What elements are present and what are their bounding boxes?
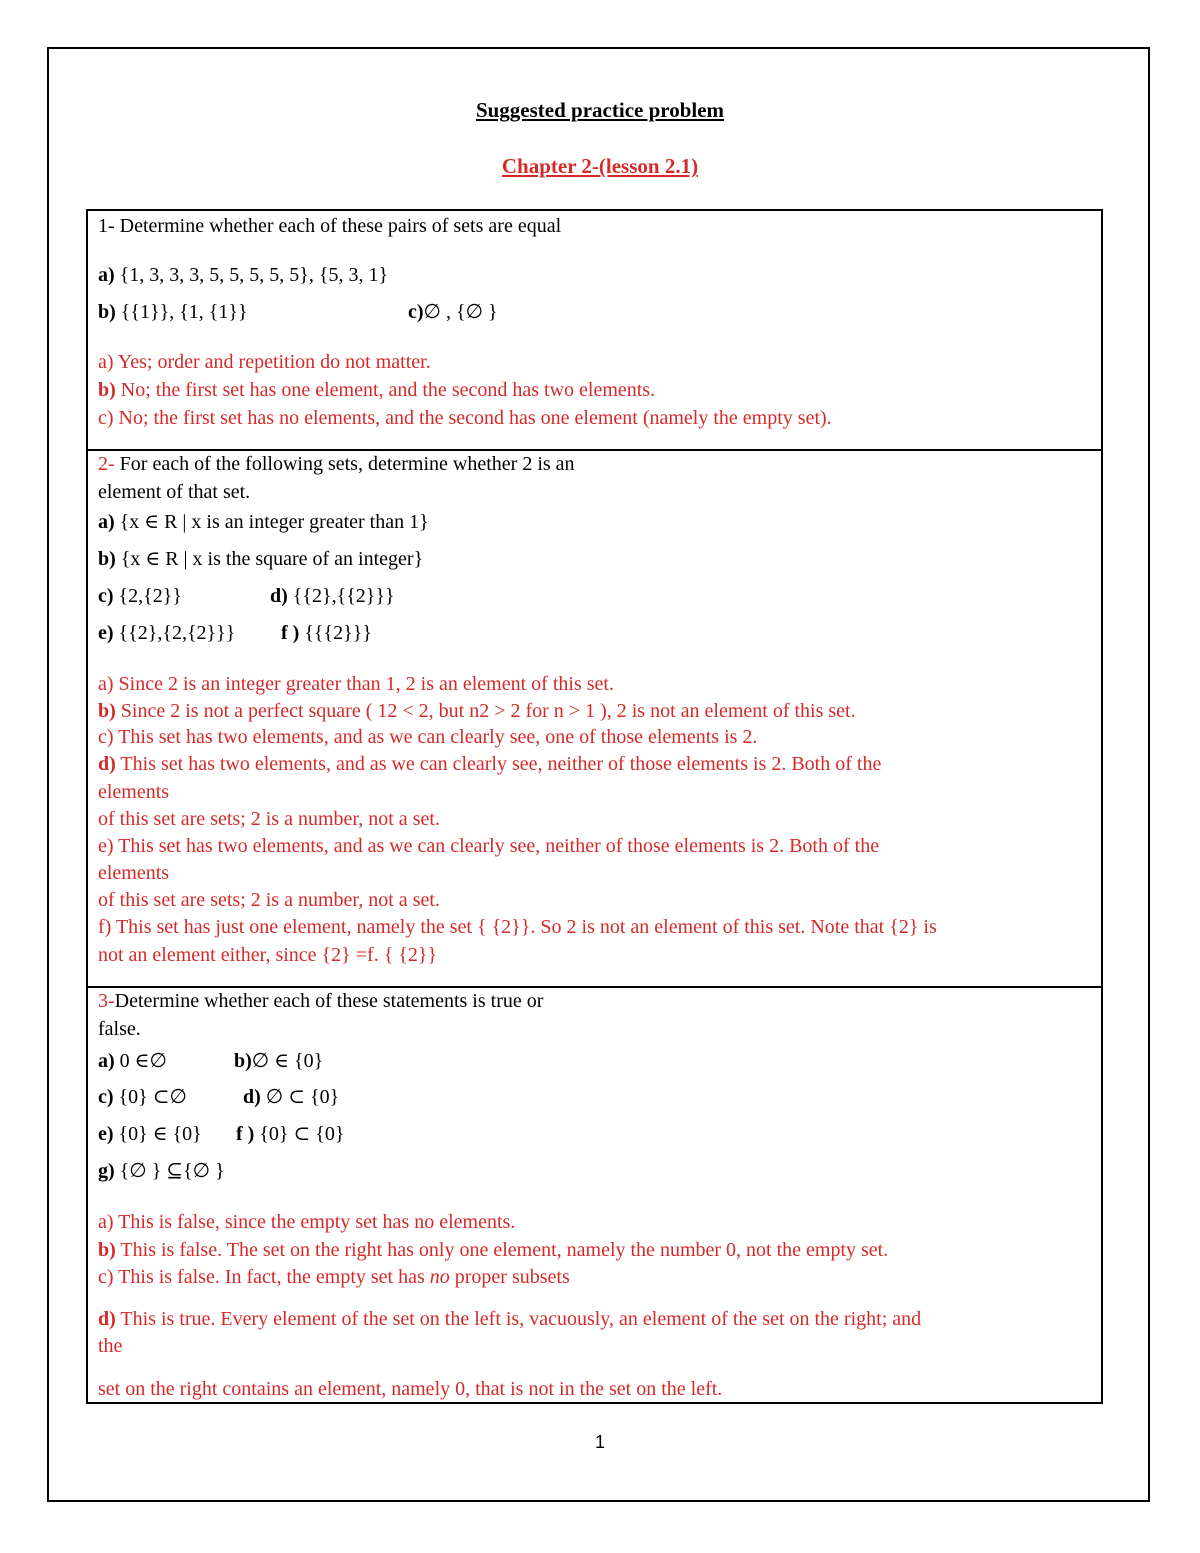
answer-text: No; the first set has one element, and the second has two elements.: [115, 379, 656, 401]
problem-3-answer-d-cont: the: [98, 1335, 123, 1357]
part-text: ∅ ∈ {0}: [251, 1050, 324, 1072]
problem-3-part-g: [98, 1161, 225, 1181]
problem-2-part-e: [98, 623, 235, 643]
problem-3-part-a: [98, 1051, 167, 1071]
part-label: g): [98, 1160, 115, 1182]
answer-text: This set has two elements, and as we can clearly see, neither of those elements is 2. Both of the: [115, 753, 882, 775]
problem-1-answer-b: [98, 380, 655, 400]
chapter-subtitle: Chapter 2-(lesson 2.1): [501, 154, 699, 178]
part-label: b): [98, 301, 116, 323]
answer-text: This is false. The set on the right has only one element, namely the number 0, not the empty set.: [115, 1239, 889, 1261]
problem-1-question: 1- Determine whether each of these pairs of sets are equal: [98, 215, 562, 237]
problem-2-answer-a: a) Since 2 is an integer greater than 1, 2 is an element of this set.: [98, 673, 614, 695]
page-number: 1: [594, 1432, 605, 1452]
problem-1-answer-c: c) No; the first set has no elements, and the second has one element (namely the empty set).: [98, 407, 832, 429]
problem-2-part-f: [281, 623, 372, 643]
part-text: {2,{2}}: [113, 585, 182, 607]
problem-1-part-c: [408, 302, 498, 322]
answer-text: Since 2 is not a perfect square ( 12 < 2, but n2 > 2 for n > 1 ), 2 is not an element of this set.: [115, 700, 856, 722]
problem-2-answer-d-cont: elements: [98, 781, 170, 803]
problem-2-question-cont: element of that set.: [98, 481, 251, 503]
part-text: {0} ∈ {0}: [113, 1123, 202, 1145]
problem-3-answer-d: [98, 1309, 921, 1329]
problem-3-cell: [88, 986, 1101, 1402]
answer-emphasis: no: [429, 1266, 450, 1288]
answer-text: c) This is false. In fact, the empty set has: [98, 1266, 430, 1288]
answer-label: d): [98, 753, 116, 775]
problem-2-answer-b: [98, 701, 856, 721]
part-text: {{1}}, {1, {1}}: [115, 301, 248, 323]
part-label: a): [98, 511, 115, 533]
answer-label: b): [98, 379, 116, 401]
part-label: c): [98, 585, 114, 607]
part-label: d): [270, 585, 288, 607]
problem-3-question: [98, 991, 543, 1011]
answer-label: b): [98, 700, 116, 722]
part-label: c): [98, 1086, 114, 1108]
part-label: b): [234, 1050, 252, 1072]
part-text: {1, 3, 3, 3, 5, 5, 5, 5, 5}, {5, 3, 1}: [114, 264, 389, 286]
part-label: c): [408, 301, 424, 323]
answer-label: b): [98, 1239, 116, 1261]
answer-text: proper subsets: [449, 1266, 570, 1288]
problem-2-answer-e: e) This set has two elements, and as we can clearly see, neither of those elements is 2. Both of the: [98, 835, 880, 857]
answer-label: d): [98, 1308, 116, 1330]
problem-3-part-e: [98, 1124, 202, 1144]
question-number: 2-: [98, 453, 115, 475]
part-text: {{{2}}}: [299, 622, 372, 644]
problem-2-answer-f: f) This set has just one element, namely the set { {2}}. So 2 is not an element of this set. Note that {2} is: [98, 916, 937, 938]
problem-3-part-d: [243, 1087, 339, 1107]
problem-3-part-c: [98, 1087, 187, 1107]
question-text: For each of the following sets, determine whether 2 is an: [114, 453, 575, 475]
answer-text: This is true. Every element of the set on the left is, vacuously, an element of the set on the right; and: [115, 1308, 922, 1330]
problem-2-answer-f-cont: not an element either, since {2} =f. { {2}}: [98, 944, 438, 966]
part-text: ∅ , {∅ }: [423, 301, 498, 323]
problem-3-answer-b: [98, 1240, 888, 1260]
problem-2-part-d: [270, 586, 395, 606]
part-text: ∅ ⊂ {0}: [260, 1086, 340, 1108]
problems-table: [86, 209, 1103, 1404]
part-label: f ): [281, 622, 300, 644]
question-text: Determine whether each of these statements is true or: [114, 990, 544, 1012]
problem-2-answer-c: c) This set has two elements, and as we can clearly see, one of those elements is 2.: [98, 726, 758, 748]
part-label: b): [98, 548, 116, 570]
problem-2-question: [98, 454, 575, 474]
part-label: f ): [236, 1123, 255, 1145]
problem-3-answer-a: a) This is false, since the empty set has no elements.: [98, 1211, 516, 1233]
problem-2-answer-d: [98, 754, 881, 774]
problem-2-cell: [88, 449, 1101, 986]
part-text: {{2},{2,{2}}}: [113, 622, 236, 644]
part-text: {0} ⊂ {0}: [254, 1123, 345, 1145]
problem-1-answer-a: a) Yes; order and repetition do not matter.: [98, 351, 431, 373]
problem-3-question-cont: false.: [98, 1018, 141, 1040]
part-text: {x ∈ R | x is an integer greater than 1}: [114, 511, 429, 533]
part-label: e): [98, 622, 114, 644]
problem-3-answer-c: [98, 1267, 570, 1287]
problem-3-part-f: [236, 1124, 344, 1144]
problem-2-answer-d-cont2: of this set are sets; 2 is a number, not a set.: [98, 808, 440, 830]
part-label: a): [98, 264, 115, 286]
part-text: {x ∈ R | x is the square of an integer}: [115, 548, 424, 570]
part-text: {∅ } ⊆{∅ }: [114, 1160, 225, 1182]
document-title: Suggested practice problem: [475, 98, 725, 122]
problem-3-answer-d-cont2: set on the right contains an element, namely 0, that is not in the set on the left.: [98, 1378, 723, 1400]
problem-2-answer-e-cont: elements: [98, 862, 170, 884]
problem-2-part-b: [98, 549, 423, 569]
problem-1-cell: [88, 211, 1101, 449]
problem-2-part-a: [98, 512, 429, 532]
part-label: e): [98, 1123, 114, 1145]
part-label: a): [98, 1050, 115, 1072]
problem-1-part-a: [98, 265, 388, 285]
part-text: {0} ⊂∅: [113, 1086, 187, 1108]
part-text: {{2},{{2}}}: [287, 585, 395, 607]
problem-1-part-b: [98, 302, 248, 322]
problem-2-answer-e-cont2: of this set are sets; 2 is a number, not a set.: [98, 889, 440, 911]
problem-2-part-c: [98, 586, 182, 606]
question-number: 3-: [98, 990, 115, 1012]
problem-3-part-b: [234, 1051, 323, 1071]
part-label: d): [243, 1086, 261, 1108]
part-text: 0 ∈∅: [114, 1050, 167, 1072]
